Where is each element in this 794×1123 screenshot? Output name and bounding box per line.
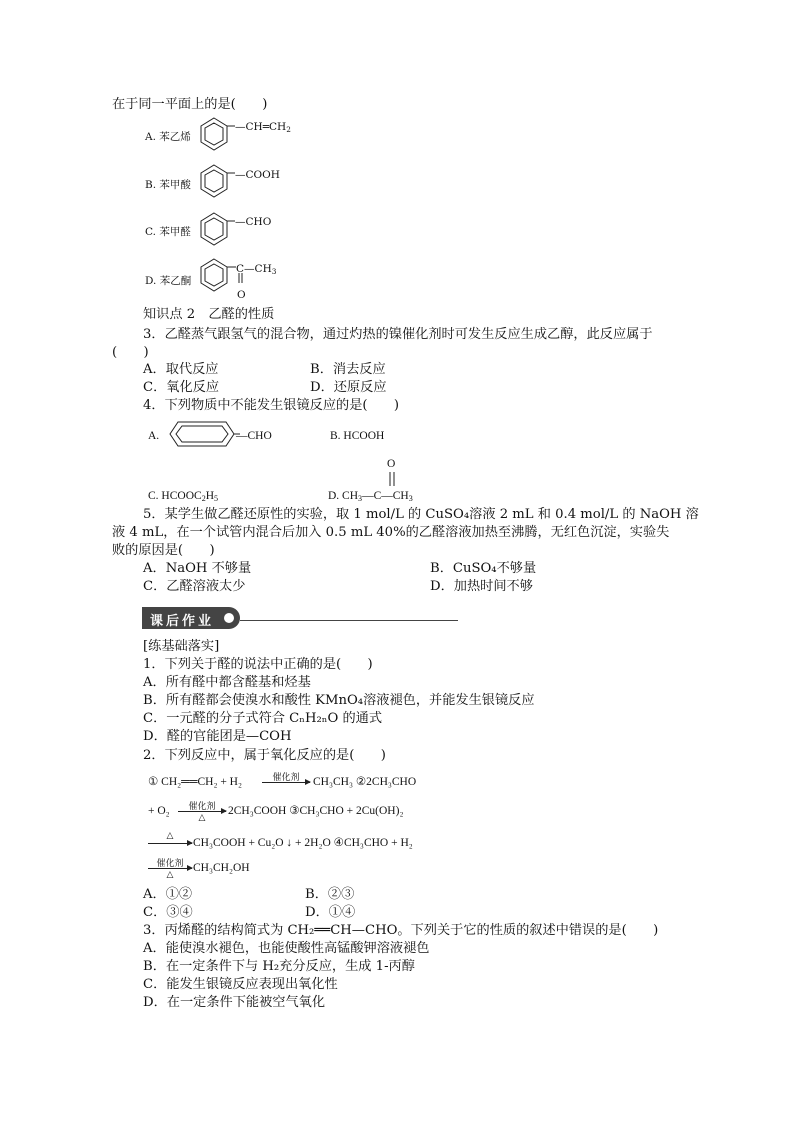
h2-option-d: D．①④ — [305, 905, 356, 920]
h3-option-c: C．能发生银镜反应表现出氧化性 — [143, 977, 338, 992]
reaction-3-right: CH₃COOH + Cu₂O ↓ + 2H₂O ④CH₃CHO + H₂ — [193, 837, 413, 849]
q5-option-c: C．乙醛溶液太少 — [143, 579, 246, 594]
option-c-label: C. 苯甲醛 — [145, 226, 191, 238]
h3-option-b: B．在一定条件下与 H₂充分反应，生成 1-丙醇 — [143, 959, 415, 974]
h1-stem: 1．下列关于醛的说法中正确的是( ) — [143, 657, 373, 672]
h1-option-a: A．所有醛中都含醛基和烃基 — [143, 675, 311, 690]
q4-option-d: D. CH — [328, 490, 359, 502]
reaction-4-right: CH₃CH₂OH — [193, 862, 250, 874]
q4-acetone-double-bond — [388, 472, 398, 488]
acetophenone-oxygen: O — [237, 289, 246, 301]
reaction-1-left: ① CH₂══CH₂ + H₂ — [148, 776, 242, 788]
h2-option-c: C．③④ — [143, 905, 193, 920]
q3-option-c: C．氧化反应 — [143, 380, 220, 395]
q4-acetone-oxygen: O — [387, 458, 396, 470]
q3-option-d: D．还原反应 — [310, 380, 387, 395]
h3-option-d: D．在一定条件下能被空气氧化 — [143, 995, 326, 1010]
h1-option-b: B．所有醛都会使溴水和酸性 KMnO₄溶液褪色，并能发生银镜反应 — [143, 693, 535, 708]
styrene-group: —CH═CH — [235, 121, 287, 133]
banner-dot-icon — [224, 613, 234, 623]
q3-option-b: B．消去反应 — [310, 362, 386, 377]
acetophenone-group: C—CH — [236, 263, 272, 275]
homework-banner-title: 课后作业 — [150, 614, 215, 629]
h2-option-a: A．①② — [143, 887, 193, 902]
option-d-label: D. 苯乙酮 — [145, 275, 192, 287]
q4-stem: 4．下列物质中不能发生银镜反应的是( ) — [143, 398, 400, 413]
styrene-sub: 2 — [286, 125, 291, 134]
q4-option-b: B. HCOOH — [330, 430, 385, 442]
h2-stem: 2．下列反应中，属于氧化反应的是( ) — [143, 748, 386, 763]
acetophenone-sub: 3 — [271, 267, 277, 276]
q5-option-b: B．CuSO₄不够量 — [430, 561, 537, 576]
q5-stem-line2: 液 4 mL，在一个试管内混合后加入 0.5 mL 40%的乙醛溶液加热至沸腾，无红色沉淀，实验失 — [112, 525, 670, 540]
q4-option-a-group: —CHO — [236, 430, 272, 442]
q5-option-d: D．加热时间不够 — [430, 579, 533, 594]
q4-option-c: C. HCOOC — [148, 490, 202, 502]
q5-stem-line1: 5．某学生做乙醛还原性的实验，取 1 mol/L 的 CuSO₄溶液 2 mL 和 0.4 mol/L 的 NaOH 溶 — [143, 507, 699, 522]
reaction-1-arrow: 催化剂 — [262, 782, 310, 783]
q5-option-a: A．NaOH 不够量 — [143, 561, 252, 576]
reaction-4-arrow: 催化剂 △ — [148, 868, 192, 869]
q4-option-a-label: A. — [148, 430, 160, 442]
h2-option-b: B．②③ — [305, 887, 355, 902]
reaction-2-arrow: 催化剂 △ — [178, 811, 226, 812]
option-b-label: B. 苯甲酸 — [145, 179, 191, 191]
h3-stem: 3．丙烯醛的结构简式为 CH₂══CH—CHO。下列关于它的性质的叙述中错误的是( ) — [143, 923, 659, 938]
reaction-3-arrow: △ — [148, 843, 192, 844]
reaction-2-right: 2CH₃COOH ③CH₃CHO + 2Cu(OH)₂ — [228, 805, 404, 817]
reaction-2-left: + O₂ — [148, 805, 170, 817]
q5-stem-line3: 败的原因是( ) — [112, 543, 215, 558]
h1-option-c: C．一元醛的分子式符合 CₙH₂ₙO 的通式 — [143, 711, 383, 726]
section-title: [练基础落实] — [143, 639, 220, 654]
knowledge-point-title: 知识点 2 乙醛的性质 — [143, 307, 275, 322]
reaction-1-right: CH₃CH₃ ②2CH₃CHO — [313, 776, 417, 788]
banner-divider — [240, 620, 458, 621]
h1-option-d: D．醛的官能团是—COH — [143, 729, 292, 744]
benzoic-group: —COOH — [235, 169, 280, 181]
q3-stem-cont: ( ) — [112, 345, 149, 360]
benzaldehyde-group: —CHO — [235, 216, 272, 228]
option-a-label: A. 苯乙烯 — [145, 131, 191, 143]
q3-option-a: A．取代反应 — [143, 362, 219, 377]
q3-stem: 3．乙醛蒸气跟氢气的混合物，通过灼热的镍催化剂时可发生反应生成乙醇，此反应属于 — [143, 327, 653, 342]
q4-benzaldehyde-structure — [168, 420, 238, 450]
question-intro: 在于同一平面上的是( ) — [112, 97, 268, 112]
homework-banner — [142, 607, 240, 629]
h3-option-a: A．能使溴水褪色，也能使酸性高锰酸钾溶液褪色 — [143, 941, 430, 956]
